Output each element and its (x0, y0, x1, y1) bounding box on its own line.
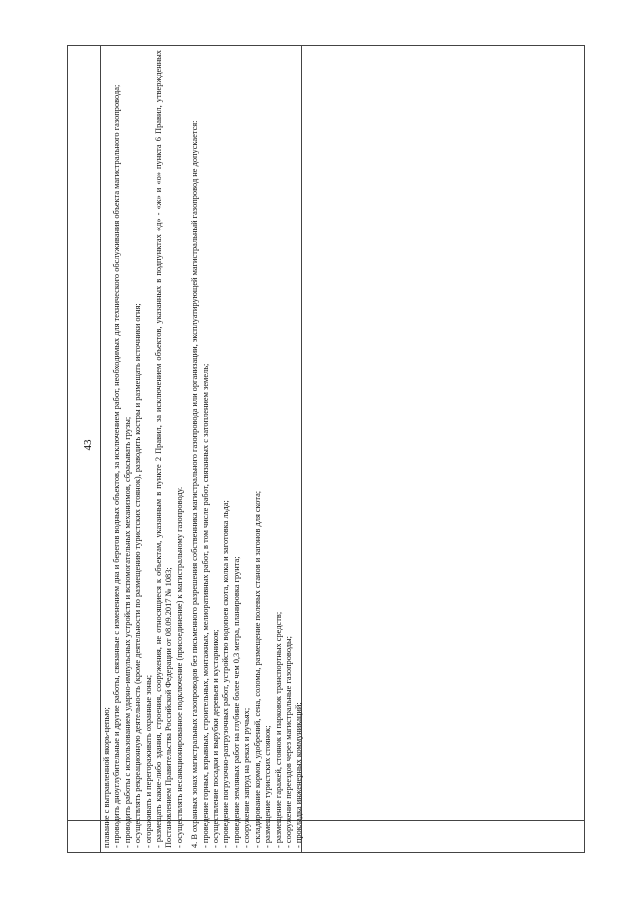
list-item: - прокладка инженерных коммуникаций; (294, 702, 304, 848)
list-item: - осуществлять несанкционированное подключение (присоединение) к магистральному газопроводу. (174, 486, 184, 848)
list-item: - сооружение переездов через магистральные газопроводы; (283, 636, 293, 848)
table-cell-content (100, 46, 304, 852)
list-item: - размещение гаражей, стоянок и парковок транспортных средств; (273, 611, 283, 848)
page-number: 43 (82, 439, 94, 451)
list-item: - осуществление посадки и вырубки деревьев и кустарников; (211, 629, 221, 848)
list-item: - осуществлять рекреационную деятельность (кроме деятельности по размещению туристских стоянок), разводить костры и размещать источники огня; (133, 303, 143, 848)
section-heading: 4. В охранных зонах магистральных газопроводов без письменного разрешения собственника магистрального газопровода или организации, эксплуатирующей магистральный газопровод не допускается: (190, 120, 200, 848)
list-item: - проведение горных, взрывных, строительных, монтажных, мелиоративных работ, в том числе работ, связанных с затоплением земель; (200, 363, 210, 848)
prohibitions-list (190, 50, 304, 848)
rotated-text-block (100, 46, 304, 852)
list-item: - размещать какие-либо здания, строения, сооружения, не относящиеся к объектам, указанным в пункте 2 Правил, за исключением объектов, указанных в подпунктах «д» - «ж» и «о» пункта 6 Правил, утвержденных Постановлением Правительства Российской Федерации от 08.09.2017 № 1083; (154, 50, 174, 848)
list-item: - проведение погрузочно-разгрузочных работ, устройство водопоев скота, колка и заготовка льда; (221, 500, 231, 848)
list-item: плавание с вытравленной якорь-цепью; (102, 707, 111, 848)
list-item: - размещение туристских стоянок; (263, 725, 273, 848)
list-item: - проводить дноуглубительные и другие работы, связанные с изменением дна и берегов водных объектов, за исключением работ, необходимых для технического обслуживания объекта магистрального газопровода; (112, 84, 122, 848)
list-item: - сооружение запруд на реках и ручьях; (242, 707, 252, 848)
list-item: - складирование кормов, удобрений, сена, соломы, размещение полевых станов и загонов для скота; (252, 490, 262, 848)
list-item: - огораживать и перегораживать охранные зоны; (143, 674, 153, 848)
restrictions-list (102, 50, 185, 848)
list-item: - проводить работы с использованием ударно-импульсных устройств и вспомогательных механизмов, сбрасывать грузы; (122, 416, 132, 848)
list-item: - проведение земляных работ на глубине более чем 0,3 метра, планировка грунта; (231, 556, 241, 848)
